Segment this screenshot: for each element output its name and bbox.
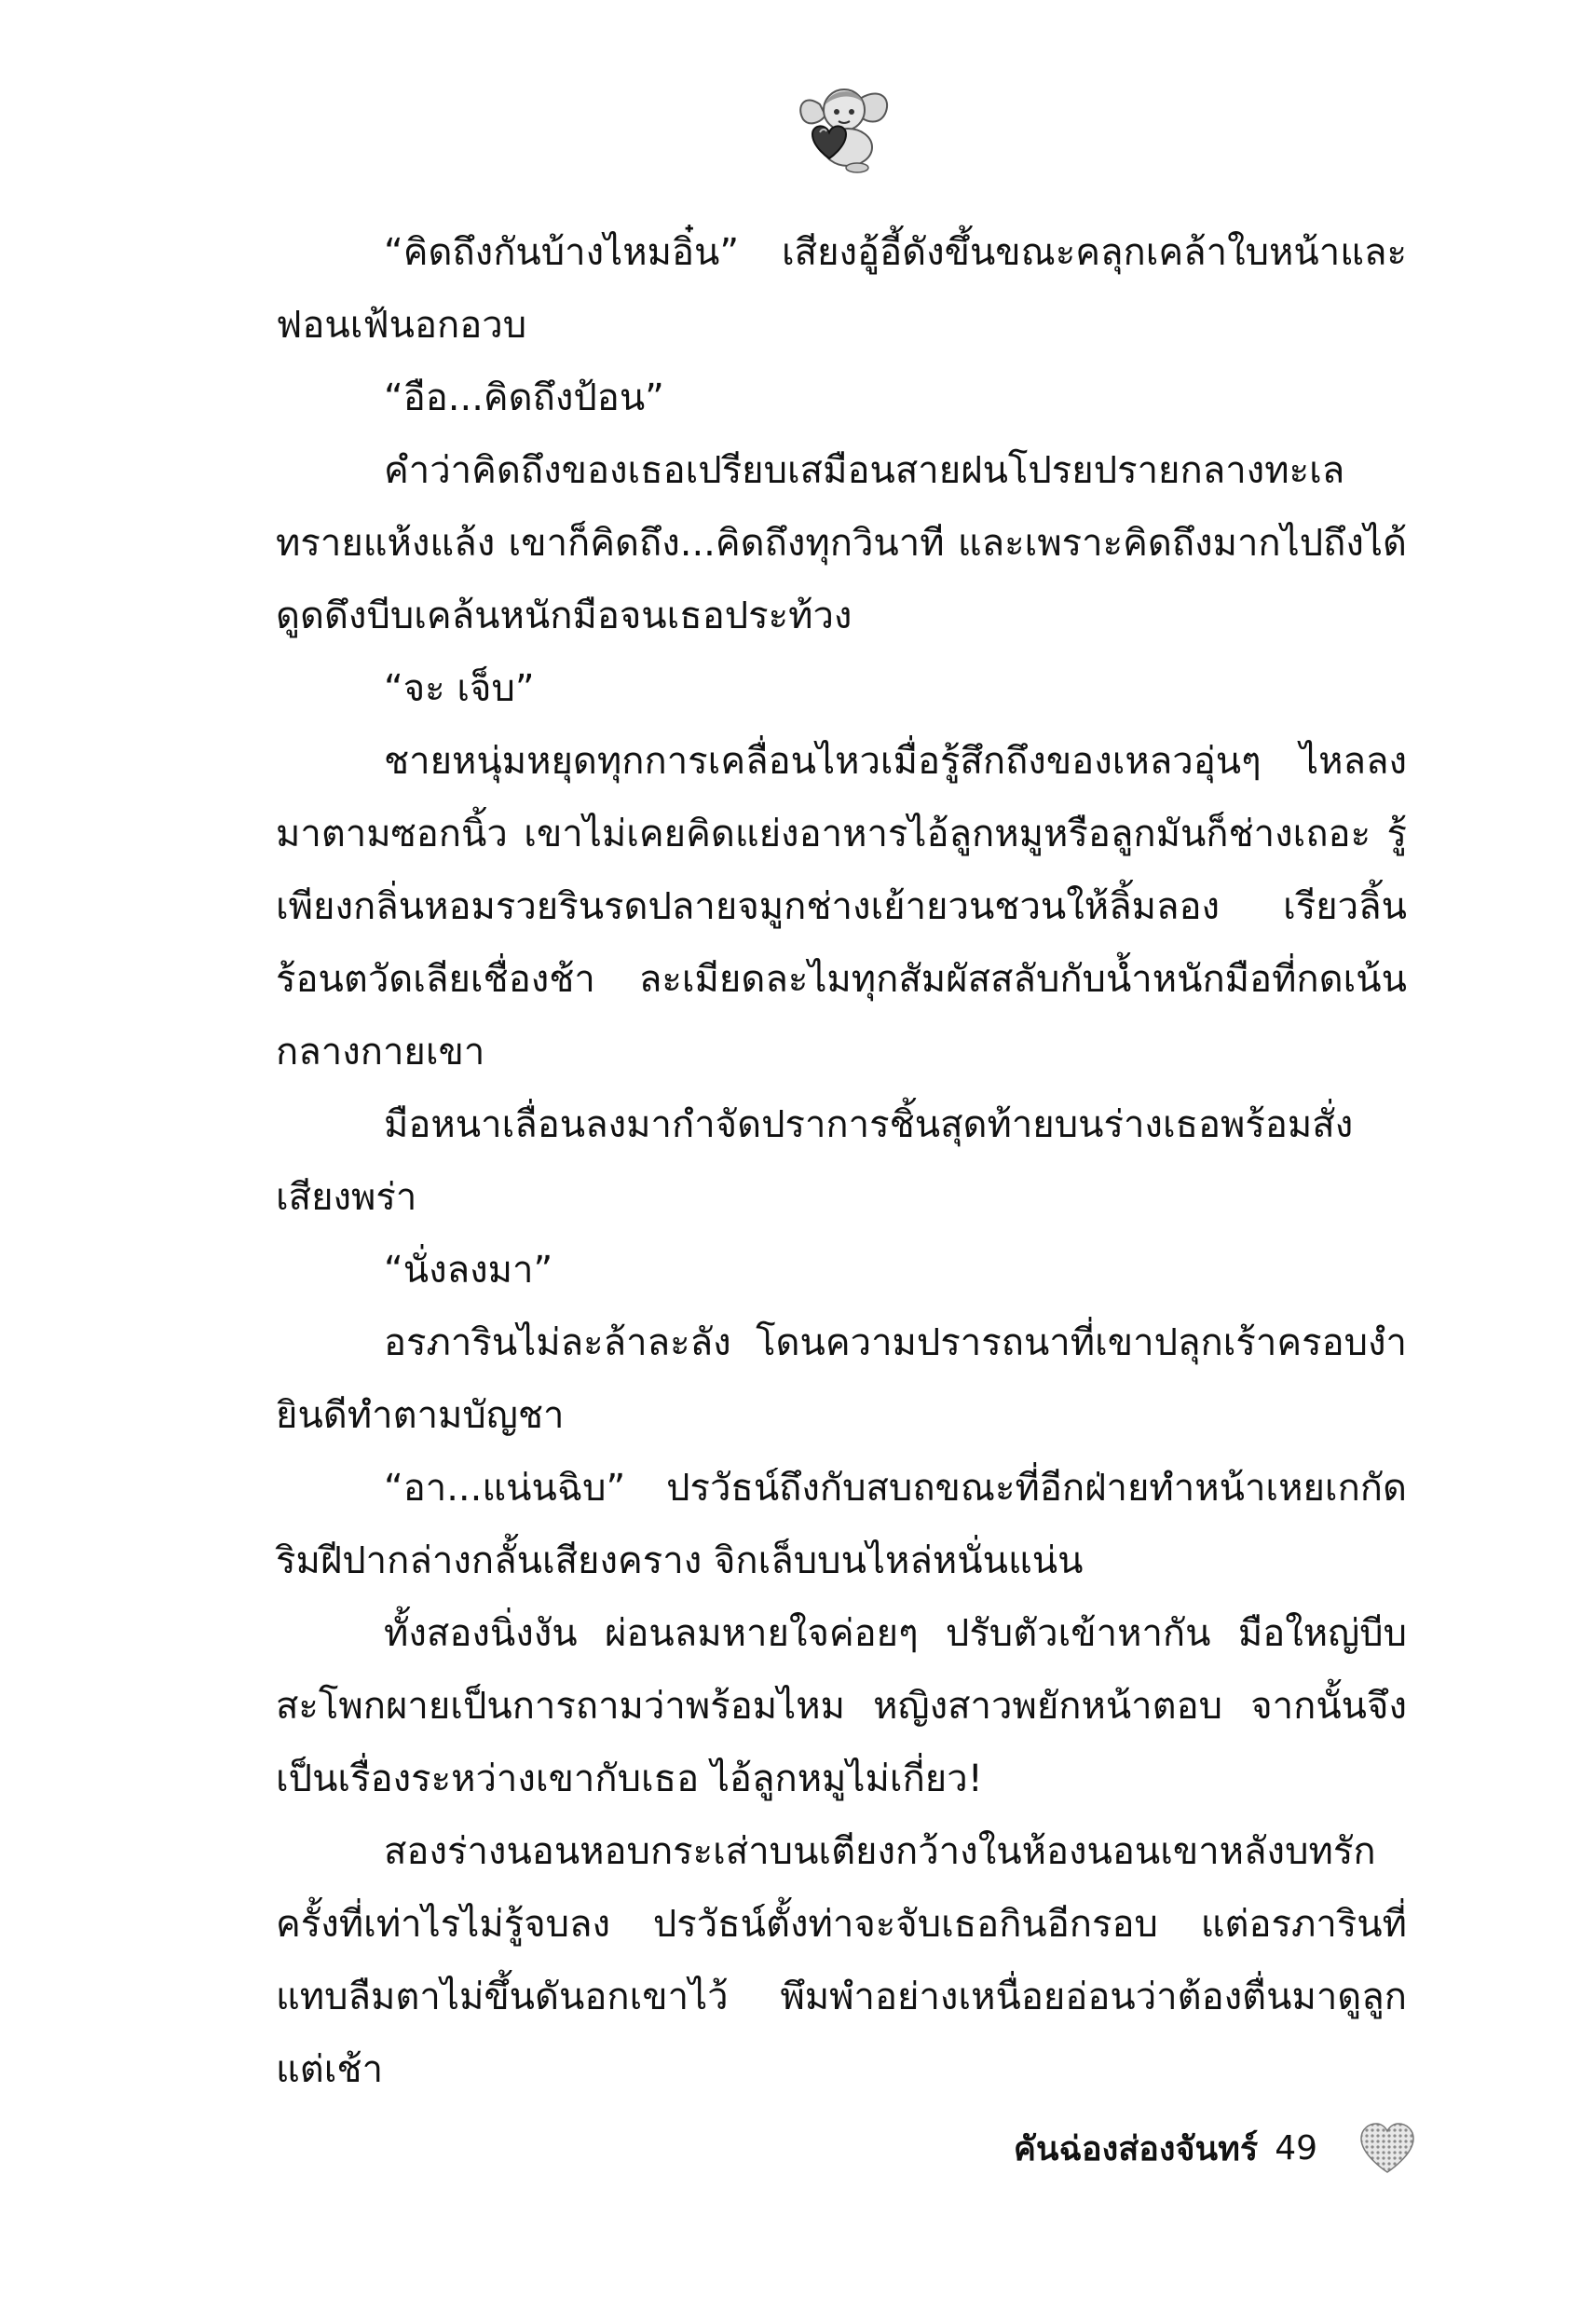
paragraph: “อือ...คิดถึงป้อน” <box>384 376 664 419</box>
paragraph: “อา...แน่นฉิบ” ปรวัธน์ถึงกับสบถขณะที่อีกฝ่ายทำหน้าเหยเกกัดริมฝีปากล่างกลั้นเสียงคราง จิกเล็บบนไหล่หนั่นแน่น <box>276 1467 1407 1582</box>
paragraph: มือหนาเลื่อนลงมากำจัดปราการชิ้นสุดท้ายบนร่างเธอพร้อมสั่งเสียงพร่า <box>276 1103 1354 1219</box>
paragraph: “คิดถึงกันบ้างไหมอิ๋น” เสียงอู้อี้ดังขึ้นขณะคลุกเคล้าใบหน้าและฟอนเฟ้นอกอวบ <box>276 231 1407 347</box>
cupid-heart-icon <box>792 73 896 177</box>
heart-icon <box>1358 2122 1416 2174</box>
paragraph: “นั่งลงมา” <box>384 1249 553 1292</box>
paragraph: สองร่างนอนหอบกระเส่าบนเตียงกว้างในห้องนอนเขาหลังบทรักครั้งที่เท่าไรไม่รู้จบลง ปรวัธน์ตั้งท่าจะจับเธอกินอีกรอบ แต่อรภารินที่แทบลืมตาไม่ขึ้นดันอกเขาไว้ พึมพำอย่างเหนื่อยอ่อนว่าต้องตื่นมาดูลูกแต่เช้า <box>276 1830 1407 2091</box>
page-footer <box>932 2115 1416 2181</box>
body-text <box>276 216 1407 2106</box>
paragraph: “จะ เจ็บ” <box>384 667 535 710</box>
book-title: คันฉ่องส่องจันทร์ <box>1013 2129 1259 2168</box>
page-number: 49 <box>1275 2128 1317 2167</box>
paragraph: ชายหนุ่มหยุดทุกการเคลื่อนไหวเมื่อรู้สึกถึงของเหลวอุ่นๆ ไหลลงมาตามซอกนิ้ว เขาไม่เคยคิดแย่งอาหารไอ้ลูกหมูหรือลูกมันก็ช่างเถอะ รู้เพียงกลิ่นหอมรวยรินรดปลายจมูกช่างเย้ายวนชวนให้ลิ้มลอง เรียวลิ้นร้อนตวัดเลียเชื่องช้า ละเมียดละไมทุกสัมผัสสลับกับน้ำหนักมือที่กดเน้นกลางกายเขา <box>276 740 1407 1073</box>
paragraph: ทั้งสองนิ่งงัน ผ่อนลมหายใจค่อยๆ ปรับตัวเข้าหากัน มือใหญ่บีบสะโพกผายเป็นการถามว่าพร้อมไหม หญิงสาวพยักหน้าตอบ จากนั้นจึงเป็นเรื่องระหว่างเขากับเธอ ไอ้ลูกหมูไม่เกี่ยว! <box>276 1612 1407 1800</box>
paragraph: คำว่าคิดถึงของเธอเปรียบเสมือนสายฝนโปรยปรายกลางทะเลทรายแห้งแล้ง เขาก็คิดถึง...คิดถึงทุกวินาที และเพราะคิดถึงมากไปถึงได้ดูดดึงบีบเคล้นหนักมือจนเธอประท้วง <box>276 449 1407 637</box>
paragraph: อรภารินไม่ละล้าละลัง โดนความปรารถนาที่เขาปลุกเร้าครอบงำยินดีทำตามบัญชา <box>276 1321 1407 1437</box>
